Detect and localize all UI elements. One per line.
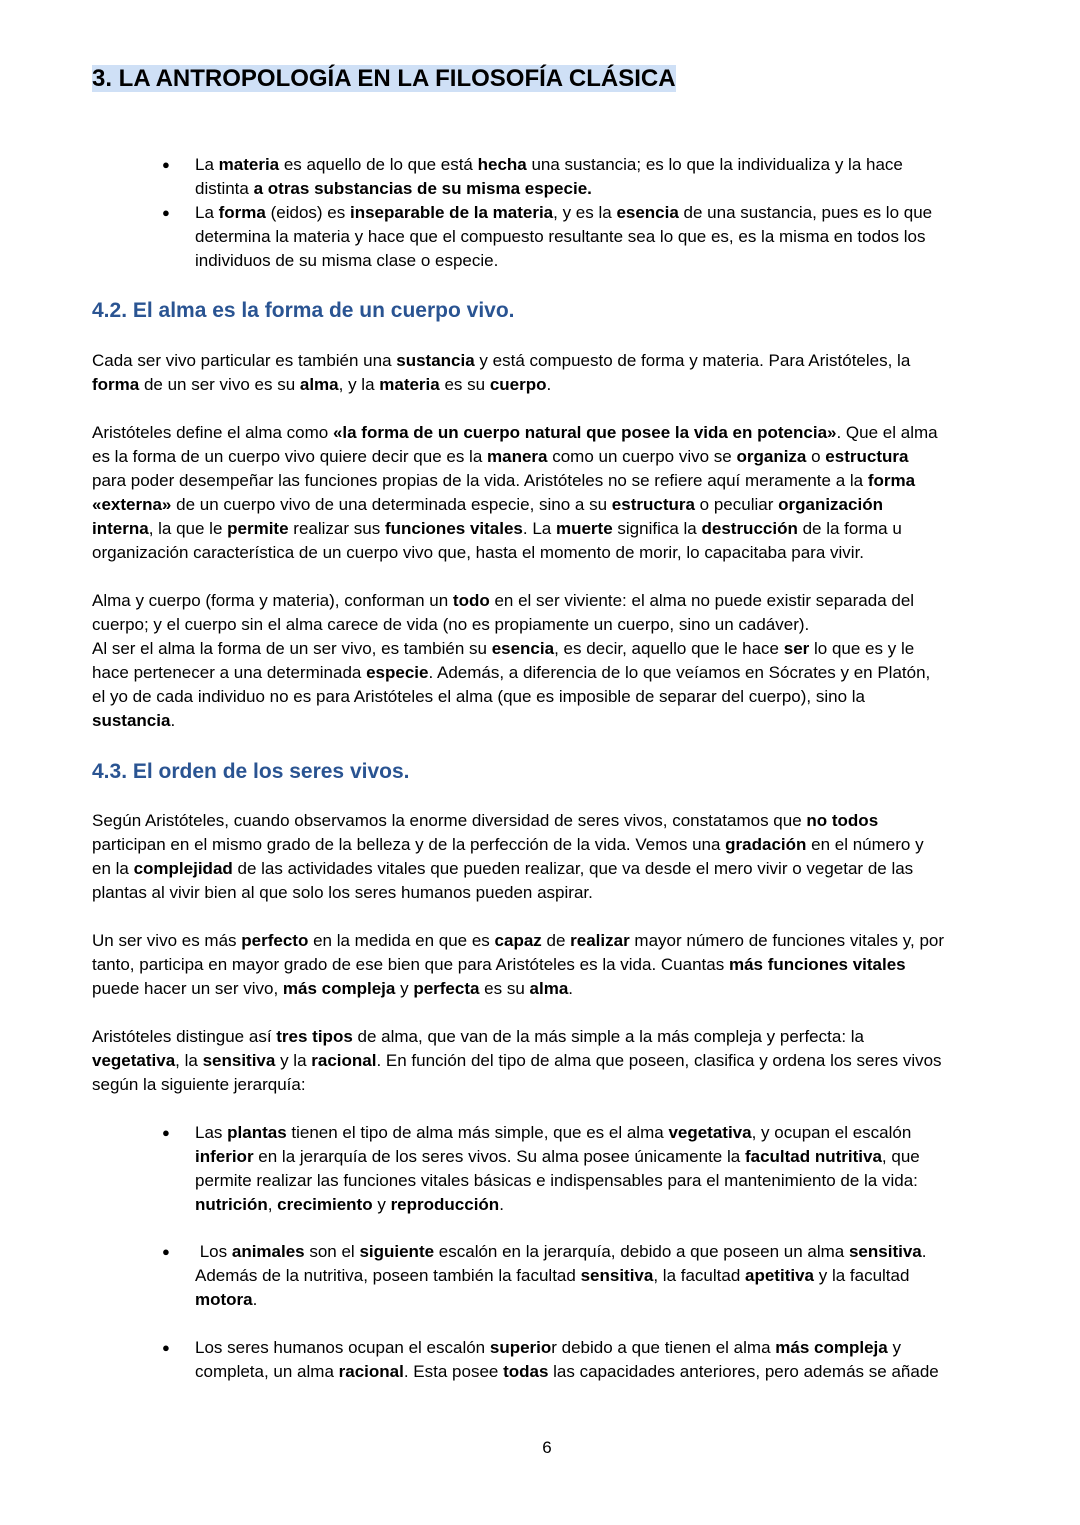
text: el yo de cada individuo no es para Aristóteles el alma (que es imposible de separar del cuerpo), sino la: [92, 687, 866, 706]
page-heading: [92, 63, 676, 95]
text: individuos de su misma clase o especie.: [195, 251, 499, 270]
bold-text: tres tipos: [276, 1027, 353, 1046]
intro-bullet-materia: [195, 153, 995, 201]
bold-text: ser: [783, 639, 810, 658]
section-4-3-paragraph-1: [92, 809, 1007, 905]
bold-text: «la forma de un cuerpo natural que posee la vida en potencia»: [332, 423, 837, 442]
text-line: [92, 977, 1007, 1001]
bold-text: estructura: [825, 447, 909, 466]
text-line: [92, 929, 1007, 953]
bold-text: manera: [487, 447, 548, 466]
text-line: [195, 1121, 995, 1145]
text-line: [92, 589, 1007, 613]
section-4-3-paragraph-3: [92, 1025, 1007, 1097]
text: es su: [479, 979, 530, 998]
text: , que: [881, 1147, 920, 1166]
text-line: [92, 685, 1007, 709]
text: , la que le: [148, 519, 228, 538]
bold-text: destrucción: [701, 519, 798, 538]
text-line: [92, 349, 1007, 373]
bold-text: esencia: [616, 203, 679, 222]
bold-text: más funciones vitales: [728, 955, 906, 974]
bold-text: sustancia: [92, 711, 171, 730]
bold-text: esencia: [491, 639, 555, 658]
text: La: [195, 155, 219, 174]
text-line: [92, 493, 1007, 517]
bold-text: materia: [218, 155, 280, 174]
text: .: [546, 375, 552, 394]
text: como un cuerpo vivo se: [547, 447, 737, 466]
bold-text: forma: [867, 471, 916, 490]
text: participan en el mismo grado de la belleza y de la perfección de la vida. Vemos una: [92, 835, 726, 854]
bold-text: perfecto: [241, 931, 309, 950]
text: y la facultad: [814, 1266, 910, 1285]
text: . Además, a diferencia de lo que veíamos en Sócrates y en Platón,: [428, 663, 931, 682]
bold-text: vegetativa: [668, 1123, 752, 1142]
text: .: [499, 1195, 504, 1214]
section-4-2-heading: 4.2. El alma es la forma de un cuerpo vivo.: [92, 299, 515, 322]
text: son el: [304, 1242, 360, 1261]
bold-text: forma: [92, 375, 140, 394]
text: de alma, que van de la más simple a la más compleja y perfecta: la: [352, 1027, 864, 1046]
text: . Esta posee: [403, 1362, 504, 1381]
bold-text: inseparable de la materia: [349, 203, 554, 222]
bold-text: sensitiva: [580, 1266, 654, 1285]
text: tanto, participa en mayor grado de ese bien que para Aristóteles es la vida. Cuantas: [92, 955, 729, 974]
bold-text: sensitiva: [202, 1051, 276, 1070]
bold-text: hecha: [477, 155, 527, 174]
text: es la forma de un cuerpo vivo quiere decir que es la: [92, 447, 488, 466]
text-line: [92, 857, 1007, 881]
bold-text: gradación: [725, 835, 807, 854]
bold-text: vegetativa: [92, 1051, 176, 1070]
text: , y es la: [553, 203, 617, 222]
section-4-2-paragraph-3: [92, 589, 1007, 733]
text: (eidos) es: [265, 203, 350, 222]
text-line: [92, 517, 1007, 541]
bold-text: organización: [778, 495, 883, 514]
text: Además de la nutritiva, poseen también la facultad: [195, 1266, 581, 1285]
bold-text: forma: [218, 203, 266, 222]
text-line: [92, 661, 1007, 685]
text-line: [92, 1073, 1007, 1097]
bold-text: especie: [366, 663, 429, 682]
text: , es decir, aquello que le hace: [554, 639, 784, 658]
text-line: [195, 201, 995, 225]
text-line: [195, 1360, 995, 1384]
text-line: [92, 637, 1007, 661]
text-line: [195, 1145, 995, 1169]
text-line: [195, 177, 995, 201]
text-line: [195, 1169, 995, 1193]
section-4-3-heading: 4.3. El orden de los seres vivos.: [92, 760, 410, 783]
text: plantas al vivir bien al que solo los seres humanos pueden aspirar.: [92, 883, 593, 902]
bold-text: motora: [195, 1290, 253, 1309]
text: realizar sus: [288, 519, 385, 538]
bold-text: realizar: [570, 931, 630, 950]
text: y: [395, 979, 414, 998]
text-line: [195, 1336, 995, 1360]
text: y está compuesto de forma y materia. Para Aristóteles, la: [474, 351, 911, 370]
bold-text: apetitiva: [745, 1266, 814, 1285]
intro-bullet-forma: [195, 201, 995, 273]
bold-text: facultad nutritiva: [744, 1147, 882, 1166]
text: para poder desempeñar las funciones propias de la vida. Aristóteles no se refiere aquí meramente a la: [92, 471, 868, 490]
bold-text: muerte: [555, 519, 613, 538]
section-4-2-paragraph-1: [92, 349, 1007, 397]
bold-text: cuerpo: [489, 375, 547, 394]
text-line: [195, 225, 995, 249]
text: Según Aristóteles, cuando observamos la enorme diversidad de seres vivos, constatamos que: [92, 811, 807, 830]
text: r debido a que tienen el alma: [551, 1338, 776, 1357]
text: y: [372, 1195, 391, 1214]
text: de un ser vivo es su: [139, 375, 300, 394]
text: La: [195, 203, 219, 222]
bold-text: plantas: [227, 1123, 287, 1142]
text-line: [92, 709, 1007, 733]
text-line: [92, 469, 1007, 493]
bold-text: siguiente: [359, 1242, 435, 1261]
bold-text: animales: [231, 1242, 305, 1261]
text-line: [92, 881, 1007, 905]
hierarchy-bullet-humans: [195, 1336, 995, 1384]
text: de las actividades vitales que pueden realizar, que va desde el mero vivir o vegetar de las: [232, 859, 914, 878]
text-line: [92, 1025, 1007, 1049]
text: Un ser vivo es más: [92, 931, 242, 950]
text: tienen el tipo de alma más simple, que es el alma: [286, 1123, 669, 1142]
text-line: [92, 421, 1007, 445]
text: Al ser el alma la forma de un ser vivo, es también su: [92, 639, 492, 658]
text-line: [92, 613, 1007, 637]
text: .: [252, 1290, 258, 1309]
bold-text: racional: [311, 1051, 377, 1070]
text: .: [921, 1242, 927, 1261]
text: hace pertenecer a una determinada: [92, 663, 367, 682]
bold-text: funciones vitales: [384, 519, 523, 538]
hierarchy-bullet-animals: [195, 1240, 995, 1312]
text: es aquello de lo que está: [279, 155, 478, 174]
text-line: [195, 1240, 995, 1264]
bold-text: reproducción: [390, 1195, 500, 1214]
bold-text: racional: [338, 1362, 404, 1381]
text: Alma y cuerpo (forma y materia), conforman un: [92, 591, 453, 610]
bold-text: todo: [452, 591, 490, 610]
text: las capacidades anteriores, pero además se añade: [548, 1362, 939, 1381]
text: , y ocupan el escalón: [751, 1123, 912, 1142]
text: en la: [92, 859, 134, 878]
text: organización característica de un cuerpo vivo que, hasta el momento de morir, lo capacitaba para vivir.: [92, 543, 865, 562]
text-line: [195, 1288, 995, 1312]
text-line: [92, 833, 1007, 857]
bold-text: «externa»: [92, 495, 172, 514]
section-4-2-paragraph-2: [92, 421, 1007, 565]
text-line: [195, 153, 995, 177]
text: lo que es y le: [809, 639, 915, 658]
text: determina la materia y hace que el compuesto resultante sea lo que es, es la misma en todos los: [195, 227, 926, 246]
bold-text: capaz: [494, 931, 542, 950]
bold-text: todas: [503, 1362, 549, 1381]
text-line: [92, 541, 1007, 565]
text: de una sustancia, pues es lo que: [678, 203, 933, 222]
bold-text: más compleja: [282, 979, 396, 998]
bold-text: sensitiva: [848, 1242, 922, 1261]
text: según la siguiente jerarquía:: [92, 1075, 306, 1094]
text: una sustancia; es lo que la individualiza y la hace: [526, 155, 908, 174]
text: de la forma u: [797, 519, 902, 538]
text: en la jerarquía de los seres vivos. Su alma posee únicamente la: [253, 1147, 745, 1166]
page-number: 6: [542, 1438, 552, 1457]
bold-text: alma: [299, 375, 339, 394]
hierarchy-bullet-plants: [195, 1121, 995, 1217]
text: o: [806, 447, 826, 466]
heading-highlight: 3. LA ANTROPOLOGÍA EN LA FILOSOFÍA CLÁSICA: [92, 65, 676, 92]
text-line: [92, 809, 1007, 833]
text: ,: [267, 1195, 278, 1214]
text: distinta: [195, 179, 249, 198]
text: completa, un alma: [195, 1362, 339, 1381]
bold-text: sustancia: [396, 351, 475, 370]
text: en la medida en que es: [308, 931, 495, 950]
text: Aristóteles distingue así: [92, 1027, 277, 1046]
text: puede hacer un ser vivo,: [92, 979, 283, 998]
bold-text: interna: [92, 519, 149, 538]
text: . En función del tipo de alma que poseen, clasifica y ordena los seres vivos: [376, 1051, 942, 1070]
text: de: [541, 931, 571, 950]
text: escalón en la jerarquía, debido a que poseen un alma: [434, 1242, 849, 1261]
text: Aristóteles define el alma como: [92, 423, 333, 442]
bold-text: estructura: [611, 495, 695, 514]
text: y: [887, 1338, 901, 1357]
text: de un cuerpo vivo de una determinada especie, sino a su: [171, 495, 612, 514]
text-line: [195, 249, 995, 273]
text: .: [568, 979, 574, 998]
text-line: [92, 953, 1007, 977]
text: en el ser viviente: el alma no puede existir separada del: [489, 591, 915, 610]
bold-text: nutrición: [195, 1195, 268, 1214]
text: , y la: [338, 375, 380, 394]
text: es su: [439, 375, 490, 394]
text-line: [195, 1193, 995, 1217]
bold-text: organiza: [736, 447, 807, 466]
text-line: [92, 1049, 1007, 1073]
text: cuerpo; y el cuerpo sin el alma carece de vida (no es propiamente un cuerpo, sino un cadáver).: [92, 615, 810, 634]
bold-text: perfecta: [413, 979, 480, 998]
text-line: [92, 373, 1007, 397]
text: en el número y: [806, 835, 924, 854]
bold-text: a otras substancias de su misma especie.: [248, 179, 592, 198]
bold-text: crecimiento: [277, 1195, 373, 1214]
text-line: [92, 445, 1007, 469]
text: . Que el alma: [836, 423, 938, 442]
text: o peculiar: [694, 495, 779, 514]
text: mayor número de funciones vitales y, por: [629, 931, 945, 950]
text: y la: [275, 1051, 312, 1070]
text: permite realizar las funciones vitales básicas e indispensables para el mantenimiento de la vida:: [195, 1171, 918, 1190]
text: Los: [195, 1242, 232, 1261]
bold-text: inferior: [195, 1147, 254, 1166]
bold-text: permite: [227, 519, 289, 538]
text: .: [170, 711, 176, 730]
bold-text: más compleja: [775, 1338, 888, 1357]
bold-text: complejidad: [133, 859, 233, 878]
bold-text: superio: [489, 1338, 552, 1357]
text: , la: [175, 1051, 203, 1070]
text: significa la: [612, 519, 702, 538]
bold-text: materia: [379, 375, 440, 394]
text: Los seres humanos ocupan el escalón: [195, 1338, 490, 1357]
text: Cada ser vivo particular es también una: [92, 351, 397, 370]
text: . La: [522, 519, 556, 538]
text: , la facultad: [653, 1266, 746, 1285]
bold-text: no todos: [806, 811, 879, 830]
section-4-3-paragraph-2: [92, 929, 1007, 1001]
text: Las: [195, 1123, 228, 1142]
bold-text: alma: [529, 979, 569, 998]
text-line: [195, 1264, 995, 1288]
